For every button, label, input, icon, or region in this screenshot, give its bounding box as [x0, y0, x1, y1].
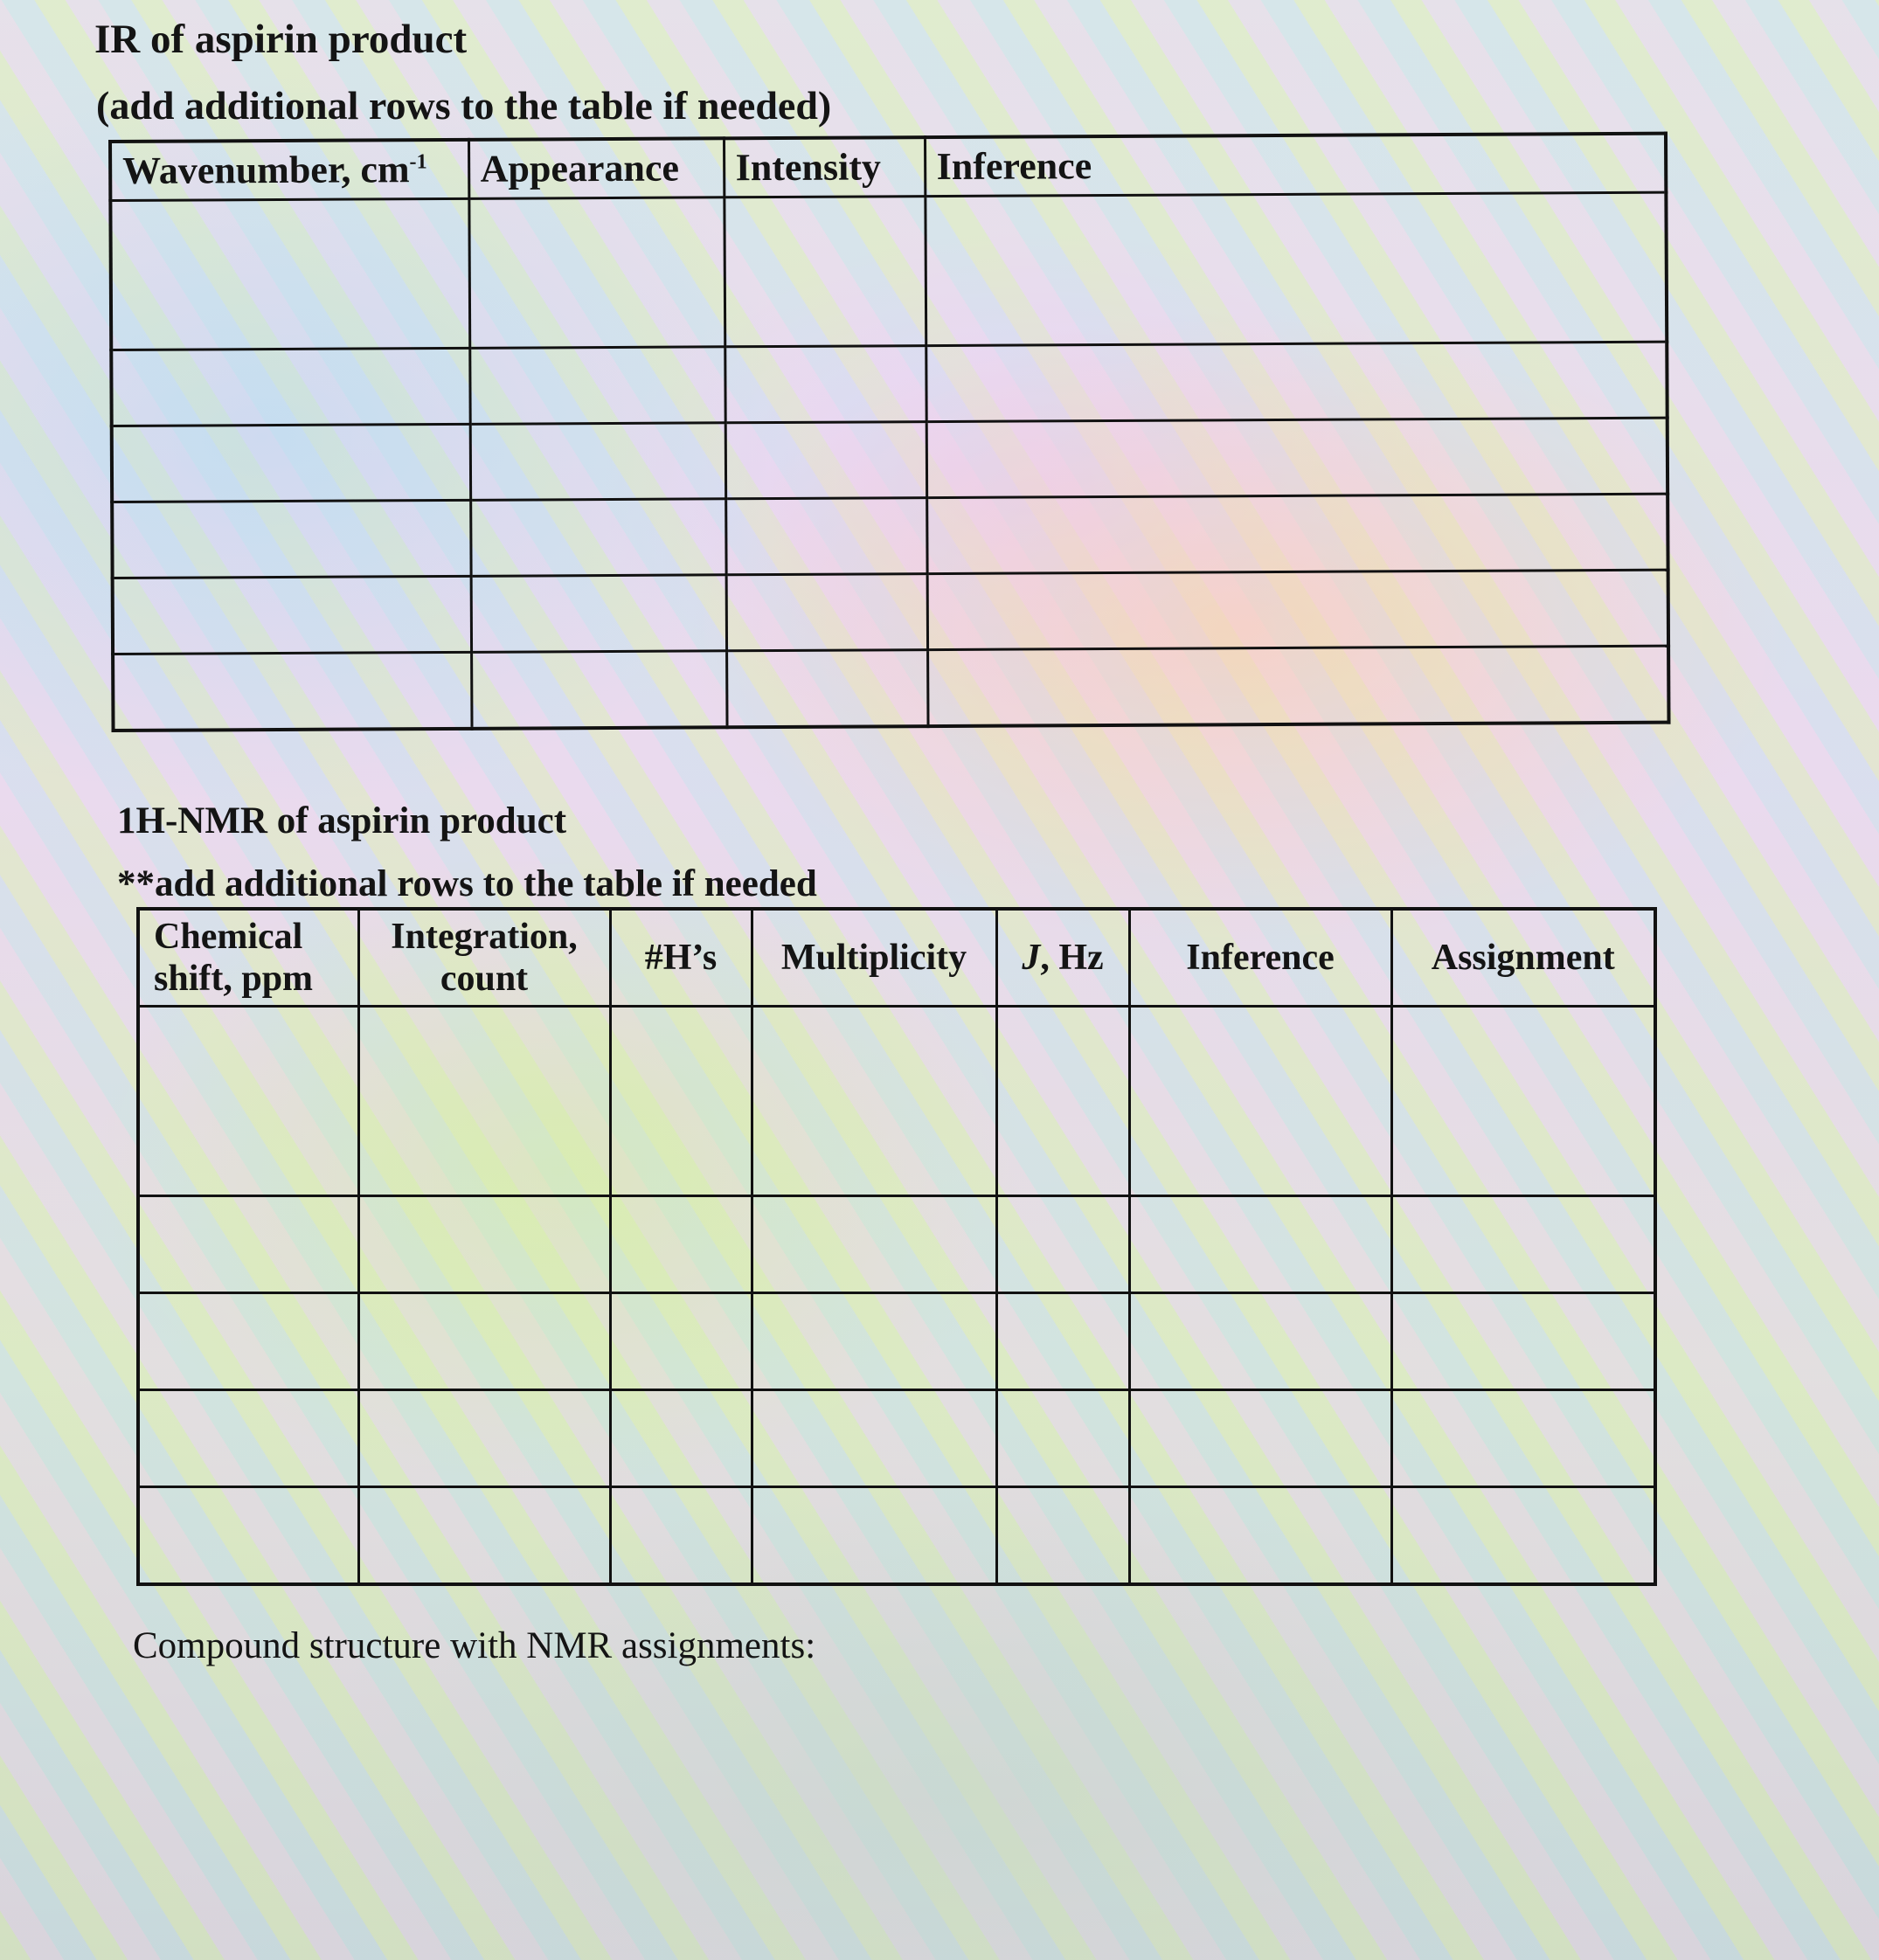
nmr-cell-multiplicity[interactable] — [752, 1293, 996, 1390]
nmr-cell-assignment[interactable] — [1391, 1390, 1655, 1487]
table-row — [110, 192, 1667, 350]
nmr-cell-chemical-shift[interactable] — [138, 1196, 358, 1293]
nmr-cell-hydrogen-count[interactable] — [610, 1196, 752, 1293]
nmr-cell-chemical-shift[interactable] — [138, 1293, 358, 1390]
nmr-cell-multiplicity[interactable] — [752, 1487, 996, 1585]
table-row — [138, 1390, 1655, 1487]
ir-header-row — [110, 134, 1666, 201]
nmr-header-hydrogen-count: #H’s — [610, 909, 752, 1007]
ir-cell-appearance[interactable] — [471, 651, 726, 729]
nmr-cell-chemical-shift[interactable] — [138, 1390, 358, 1487]
ir-cell-inference[interactable] — [927, 570, 1668, 649]
ir-section-note: (add additional rows to the table if needed) — [96, 83, 832, 128]
nmr-cell-integration[interactable] — [358, 1196, 610, 1293]
nmr-cell-coupling-constant[interactable] — [996, 1293, 1129, 1390]
nmr-cell-inference[interactable] — [1129, 1293, 1391, 1390]
nmr-cell-inference[interactable] — [1129, 1007, 1391, 1196]
nmr-cell-inference[interactable] — [1129, 1196, 1391, 1293]
ir-cell-intensity[interactable] — [724, 197, 926, 347]
nmr-header-row — [138, 909, 1655, 1007]
nmr-table — [136, 907, 1657, 1586]
ir-cell-wavenumber[interactable] — [112, 500, 470, 578]
ir-cell-inference[interactable] — [926, 494, 1668, 573]
table-row — [138, 1007, 1655, 1196]
nmr-cell-assignment[interactable] — [1391, 1487, 1655, 1585]
table-row — [112, 418, 1668, 502]
table-row — [112, 494, 1668, 578]
ir-header-inference: Inference — [925, 134, 1666, 197]
nmr-cell-hydrogen-count[interactable] — [610, 1293, 752, 1390]
ir-cell-wavenumber[interactable] — [113, 652, 471, 731]
nmr-header-coupling-constant: J, Hz — [996, 909, 1129, 1007]
nmr-section-note: **add additional rows to the table if needed — [117, 863, 817, 904]
ir-section-title: IR of aspirin product — [94, 17, 468, 62]
nmr-cell-inference[interactable] — [1129, 1390, 1391, 1487]
nmr-cell-hydrogen-count[interactable] — [610, 1390, 752, 1487]
nmr-cell-coupling-constant[interactable] — [996, 1390, 1129, 1487]
ir-cell-inference[interactable] — [926, 418, 1668, 497]
nmr-cell-integration[interactable] — [358, 1390, 610, 1487]
ir-cell-appearance[interactable] — [469, 347, 725, 425]
ir-cell-intensity[interactable] — [725, 498, 926, 575]
nmr-cell-multiplicity[interactable] — [752, 1007, 996, 1196]
ir-cell-wavenumber[interactable] — [110, 198, 469, 350]
ir-header-wavenumber: Wavenumber, $cm^{-1}$ — [110, 140, 468, 201]
ir-cell-wavenumber[interactable] — [111, 348, 469, 426]
nmr-cell-assignment[interactable] — [1391, 1196, 1655, 1293]
ir-cell-inference[interactable] — [925, 192, 1667, 345]
compound-structure-label: Compound structure with NMR assignments: — [133, 1625, 816, 1666]
ir-cell-appearance[interactable] — [468, 197, 725, 349]
ir-cell-wavenumber[interactable] — [112, 424, 470, 502]
ir-cell-appearance[interactable] — [470, 423, 725, 501]
nmr-cell-hydrogen-count[interactable] — [610, 1487, 752, 1585]
nmr-cell-assignment[interactable] — [1391, 1293, 1655, 1390]
table-row — [113, 570, 1668, 654]
ir-cell-appearance[interactable] — [471, 575, 726, 653]
nmr-cell-chemical-shift[interactable] — [138, 1007, 358, 1196]
nmr-cell-integration[interactable] — [358, 1293, 610, 1390]
nmr-header-integration: Integration, count — [358, 909, 610, 1007]
ir-cell-intensity[interactable] — [725, 346, 926, 423]
ir-cell-intensity[interactable] — [725, 422, 926, 499]
nmr-cell-assignment[interactable] — [1391, 1007, 1655, 1196]
ir-cell-inference[interactable] — [927, 646, 1668, 726]
nmr-header-chemical-shift: Chemical shift, ppm — [138, 909, 358, 1007]
nmr-cell-integration[interactable] — [358, 1487, 610, 1585]
ir-cell-intensity[interactable] — [726, 650, 927, 728]
ir-cell-inference[interactable] — [926, 342, 1667, 421]
table-row — [111, 342, 1667, 426]
ir-cell-wavenumber[interactable] — [113, 576, 471, 654]
nmr-cell-coupling-constant[interactable] — [996, 1007, 1129, 1196]
nmr-cell-multiplicity[interactable] — [752, 1390, 996, 1487]
nmr-header-multiplicity: Multiplicity — [752, 909, 996, 1007]
table-row — [138, 1196, 1655, 1293]
nmr-cell-multiplicity[interactable] — [752, 1196, 996, 1293]
ir-header-intensity: Intensity — [724, 137, 925, 197]
nmr-cell-coupling-constant[interactable] — [996, 1487, 1129, 1585]
nmr-cell-coupling-constant[interactable] — [996, 1196, 1129, 1293]
nmr-cell-inference[interactable] — [1129, 1487, 1391, 1585]
nmr-header-assignment: Assignment — [1391, 909, 1655, 1007]
table-row — [138, 1487, 1655, 1585]
nmr-cell-chemical-shift[interactable] — [138, 1487, 358, 1585]
table-row — [138, 1293, 1655, 1390]
ir-table — [108, 132, 1671, 732]
nmr-section-title: 1H-NMR of aspirin product — [117, 800, 567, 841]
ir-cell-intensity[interactable] — [726, 574, 927, 651]
nmr-header-inference: Inference — [1129, 909, 1391, 1007]
ir-cell-appearance[interactable] — [470, 499, 725, 577]
ir-header-appearance: Appearance — [468, 138, 724, 198]
table-row — [113, 646, 1668, 731]
nmr-cell-hydrogen-count[interactable] — [610, 1007, 752, 1196]
nmr-cell-integration[interactable] — [358, 1007, 610, 1196]
